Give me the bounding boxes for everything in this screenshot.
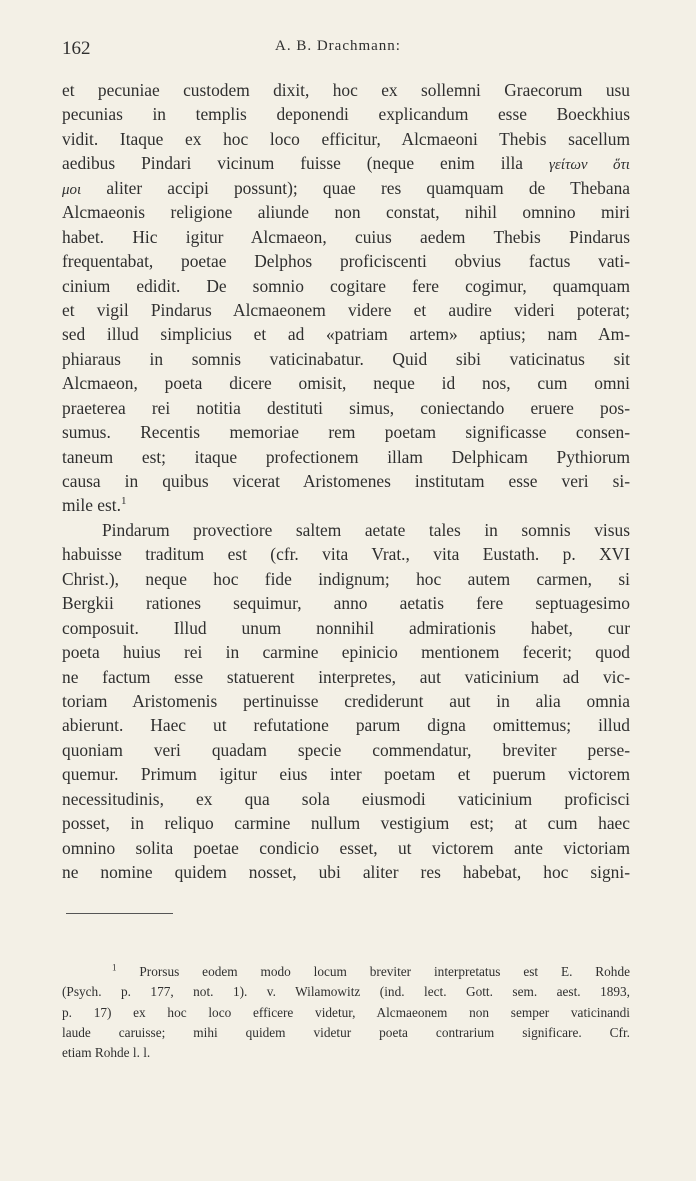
greek-phrase: γείτων ὅτι: [548, 157, 630, 174]
text-line: et pecuniae custodem dixit, hoc ex sollemni Graecorum usu: [62, 80, 630, 100]
text-span: aliter accipi possunt); quae res quamquam de Thebana: [106, 177, 630, 198]
footnote-line: laude caruisse; mihi quidem videtur poeta contrarium significare. Cfr.: [62, 1024, 630, 1040]
footnote-marker: 1: [112, 962, 117, 973]
text-line: composuit. Illud unum nonnihil admirationis habet, cur: [62, 617, 630, 638]
greek-word: μοι: [62, 181, 82, 198]
text-line: Alcmaeon, poeta dicere omisit, neque id nos, cum omni: [62, 373, 630, 394]
text-line: [62, 493, 630, 517]
text-line: omnino solita poetae condicio esset, ut victorem ante victoriam: [62, 837, 630, 858]
text-line: taneum est; itaque profectionem illam Delphicam Pythiorum: [62, 446, 630, 467]
footnote-line: p. 17) ex hoc loco efficere videtur, Alcmaeonem non semper vaticinandi: [62, 1004, 630, 1020]
footnotes: [62, 962, 630, 1063]
text-line: posset, in reliquo carmine nullum vestigium est; at cum haec: [62, 813, 630, 834]
footnote-line: [62, 962, 630, 982]
text-span: mile est.: [62, 495, 121, 516]
text-line: habet. Hic igitur Alcmaeon, cuius aedem Thebis Pindarus: [62, 226, 630, 247]
text-line: [62, 151, 630, 175]
text-line: Alcmaeonis religione aliunde non constat, nihil omnino miri: [62, 202, 630, 223]
text-line: cinium edidit. De somnio cogitare fere cogimur, quamquam: [62, 275, 630, 296]
footnote-divider: [66, 913, 173, 914]
text-line: [62, 176, 630, 200]
footnote-line: etiam Rohde l. l.: [62, 1045, 151, 1061]
page-number: 162: [62, 38, 91, 59]
footnote-ref[interactable]: 1: [120, 495, 127, 508]
text-line: sumus. Recentis memoriae rem poetam significasse consen-: [62, 422, 630, 443]
main-text: [62, 78, 630, 884]
running-head: A. B. Drachmann:: [275, 38, 401, 54]
text-line: necessitudinis, ex qua sola eiusmodi vaticinium proficisci: [62, 788, 630, 809]
text-span: Prorsus eodem modo locum breviter interpretatus est E. Rohde: [139, 964, 631, 979]
text-line: vidit. Itaque ex hoc loco efficitur, Alcmaeoni Thebis sacellum: [62, 128, 630, 149]
text-line: habuisse traditum est (cfr. vita Vrat., vita Eustath. p. XVI: [62, 544, 630, 565]
text-line: phiaraus in somnis vaticinabatur. Quid sibi vaticinatus sit: [62, 348, 630, 369]
text-line: poeta huius rei in carmine epinicio mentionem fecerit; quod: [62, 642, 630, 663]
text-line: Bergkii rationes sequimur, anno aetatis fere septuagesimo: [62, 593, 630, 614]
text-line: ne nomine quidem nosset, ubi aliter res habebat, hoc signi-: [62, 862, 630, 882]
text-line: toriam Aristomenis pertinuisse crediderunt aut in alia omnia: [62, 690, 630, 711]
text-line: causa in quibus vicerat Aristomenes institutam esse veri si-: [62, 471, 630, 491]
text-line: Christ.), neque hoc fide indignum; hoc autem carmen, si: [62, 568, 630, 589]
text-line: sed illud simplicius et ad «patriam artem» aptius; nam Am-: [62, 324, 630, 345]
text-line: Pindarum provectiore saltem aetate tales in somnis visus: [102, 519, 630, 540]
text-span: aedibus Pindari vicinum fuisse (neque enim illa: [62, 153, 523, 174]
text-line: quoniam veri quadam specie commendatur, breviter perse-: [62, 739, 630, 760]
text-line: ne factum esse statuerent interpretes, aut vaticinium ad vic-: [62, 666, 630, 687]
text-line: frequentabat, poetae Delphos proficiscenti obvius factus vati-: [62, 251, 630, 272]
footnote-line: (Psych. p. 177, not. 1). v. Wilamowitz (ind. lect. Gott. sem. aest. 1893,: [62, 984, 630, 1000]
text-line: praeterea rei notitia destituti simus, coniectando eruere pos-: [62, 397, 630, 418]
text-line: pecunias in templis deponendi explicandum esse Boeckhius: [62, 104, 630, 125]
text-line: abierunt. Haec ut refutatione parum digna omittemus; illud: [62, 715, 630, 736]
text-line: quemur. Primum igitur eius inter poetam et puerum victorem: [62, 764, 630, 785]
text-line: et vigil Pindarus Alcmaeonem videre et audire videri poterat;: [62, 299, 630, 320]
